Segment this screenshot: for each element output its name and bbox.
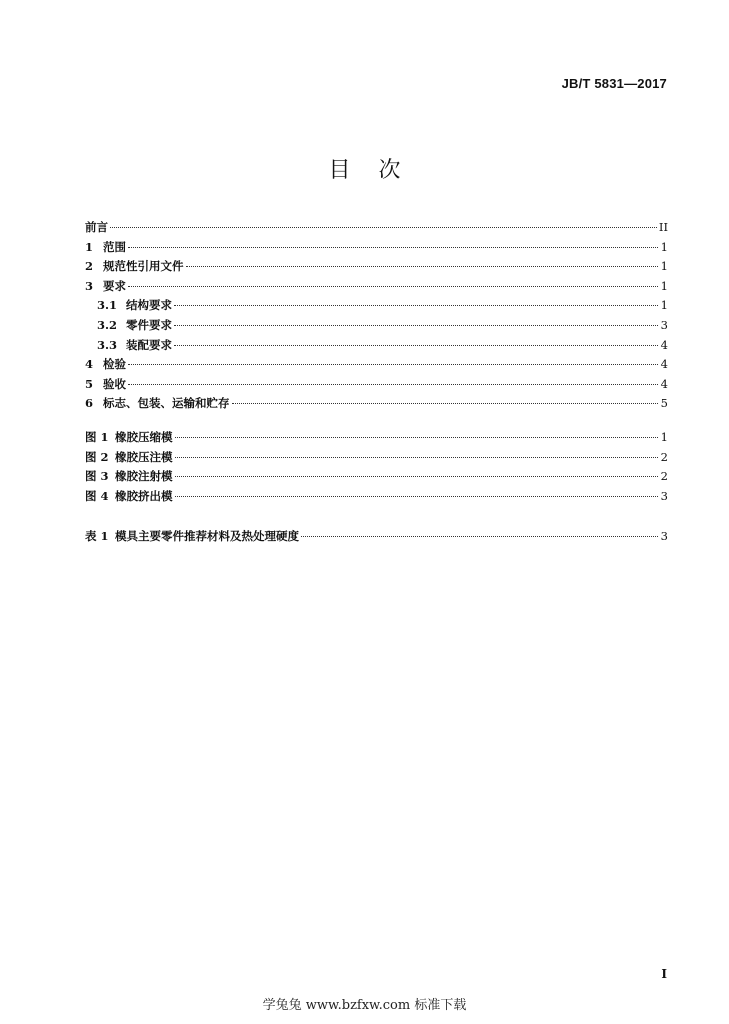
toc-entry-page: 1 [660, 259, 668, 274]
toc-entry-acceptance[interactable] [85, 375, 668, 395]
toc-table-text: 模具主要零件推荐材料及热处理硬度 [115, 529, 299, 543]
toc-entry-text: 检验 [103, 357, 126, 372]
toc-figure-page: 2 [660, 469, 668, 484]
toc-figure-text: 橡胶压缩模 [115, 430, 173, 444]
toc-figure-entry[interactable] [85, 448, 668, 468]
leader-dots [128, 364, 658, 365]
toc-entry-marking-packaging[interactable] [85, 394, 668, 414]
toc-figure-number: 图 2 [85, 449, 109, 464]
toc-entry-scope[interactable] [85, 238, 668, 258]
toc-entry-number: 2 [85, 259, 94, 274]
toc-entry-structure-requirements[interactable] [85, 296, 668, 316]
toc-entry-page: II [658, 220, 668, 234]
toc-figure-entry[interactable] [85, 428, 668, 448]
toc-entry-text: 零件要求 [126, 317, 172, 332]
toc-entry-text: 要求 [103, 278, 126, 293]
toc-entry-text: 前言 [85, 220, 108, 234]
toc-entry-number: 4 [85, 357, 94, 372]
toc-figures [85, 428, 668, 506]
toc-entry-page: 5 [660, 396, 668, 411]
leader-dots [175, 437, 659, 438]
leader-dots [301, 536, 658, 537]
toc-entry-page: 4 [660, 376, 668, 391]
leader-dots [174, 325, 658, 326]
toc-figure-text: 橡胶压注模 [115, 449, 173, 464]
toc-figure-page: 3 [660, 488, 668, 503]
toc-figure-text: 橡胶挤出模 [115, 488, 173, 503]
toc-figure-text: 橡胶注射模 [115, 469, 173, 484]
toc-figure-number: 图 4 [85, 488, 109, 503]
toc-entry-text: 范围 [103, 239, 126, 254]
leader-dots [175, 496, 659, 497]
standard-code: JB/T 5831—2017 [561, 76, 667, 91]
toc-entry-normative-references[interactable] [85, 257, 668, 277]
toc-entry-number: 5 [85, 376, 94, 391]
toc-entry-inspection[interactable] [85, 355, 668, 375]
toc-entry-requirements[interactable] [85, 277, 668, 297]
toc-entry-number: 1 [85, 239, 94, 254]
leader-dots [232, 403, 659, 404]
leader-dots [175, 476, 659, 477]
toc-entry-page: 1 [660, 298, 668, 313]
page-number: I [661, 967, 667, 981]
leader-dots [110, 227, 657, 228]
toc-entry-page: 4 [660, 357, 668, 372]
toc-table-number: 表 1 [85, 529, 109, 543]
toc-table-entry[interactable] [85, 527, 668, 547]
toc-entry-text: 验收 [103, 376, 126, 391]
toc-entry-number: 3 [85, 278, 94, 293]
toc-entry-page: 1 [660, 278, 668, 293]
toc-figure-entry[interactable] [85, 467, 668, 487]
toc-figure-number: 图 1 [85, 430, 109, 444]
toc-entry-assembly-requirements[interactable] [85, 336, 668, 356]
toc-figure-number: 图 3 [85, 469, 109, 484]
toc-figure-page: 2 [660, 449, 668, 464]
toc-entry-number: 6 [85, 396, 94, 411]
toc-tables [85, 527, 668, 547]
page-title: 目次 [328, 158, 429, 183]
leader-dots [128, 384, 658, 385]
leader-dots [174, 305, 658, 306]
toc-entry-foreword[interactable] [85, 218, 668, 238]
toc-table-page: 3 [660, 529, 668, 543]
toc-entry-text: 规范性引用文件 [103, 259, 184, 274]
leader-dots [175, 457, 659, 458]
toc-entry-text: 结构要求 [126, 298, 172, 313]
toc-figure-page: 1 [660, 430, 668, 444]
toc-entry-text: 装配要求 [126, 337, 172, 352]
leader-dots [128, 286, 658, 287]
leader-dots [186, 266, 659, 267]
leader-dots [174, 345, 658, 346]
toc-entry-number: 3.2 [97, 317, 118, 332]
leader-dots [128, 247, 658, 248]
toc-entry-page: 3 [660, 317, 668, 332]
toc-figure-entry[interactable] [85, 487, 668, 507]
toc-entry-number: 3.3 [97, 337, 118, 352]
toc-entry-parts-requirements[interactable] [85, 316, 668, 336]
watermark: 学兔兔 www.bzfxw.com 标准下载 [262, 998, 467, 1013]
toc-entry-number: 3.1 [97, 298, 118, 313]
toc-sections [85, 218, 668, 414]
toc-entry-page: 4 [660, 337, 668, 352]
toc-entry-page: 1 [660, 239, 668, 254]
toc-entry-text: 标志、包装、运输和贮存 [103, 396, 230, 411]
